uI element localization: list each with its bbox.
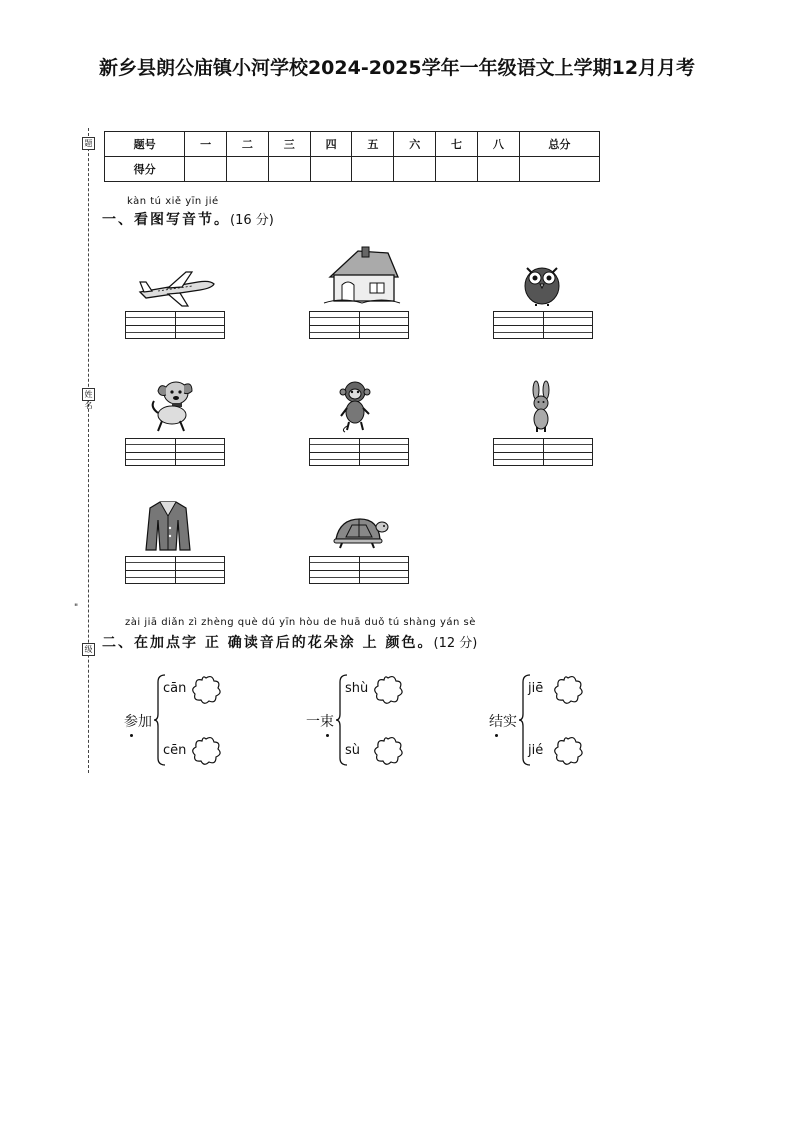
answer-box-dog[interactable] bbox=[125, 438, 225, 466]
flower-icon[interactable] bbox=[372, 735, 404, 767]
margin-mark-2: 姓名 bbox=[82, 388, 95, 401]
option-pinyin: sù bbox=[345, 743, 361, 758]
dotted-char: 束 bbox=[320, 711, 334, 731]
score-table bbox=[104, 131, 600, 182]
score-header-cell: 一 bbox=[185, 132, 227, 157]
flower-icon[interactable] bbox=[552, 735, 584, 767]
word-char: 加 bbox=[138, 714, 152, 730]
answer-box-jacket[interactable] bbox=[125, 556, 225, 584]
jacket-icon bbox=[146, 500, 190, 552]
score-header-cell: 二 bbox=[227, 132, 269, 157]
section2-points: (12 分) bbox=[433, 636, 478, 651]
word-char: 一 bbox=[306, 714, 320, 730]
score-cell[interactable] bbox=[227, 157, 269, 182]
word-yishu bbox=[306, 711, 334, 731]
section2-heading bbox=[102, 632, 477, 652]
score-cell[interactable] bbox=[477, 157, 519, 182]
section2-title: 二、在加点字 正 确读音后的花朵涂 上 颜色。 bbox=[102, 635, 434, 651]
score-header-cell: 五 bbox=[352, 132, 394, 157]
score-table-header-row bbox=[105, 132, 600, 157]
option-pinyin: cēn bbox=[163, 743, 187, 758]
answer-box-turtle[interactable] bbox=[309, 556, 409, 584]
score-cell[interactable] bbox=[352, 157, 394, 182]
option-pinyin: shù bbox=[345, 681, 369, 696]
score-header-cell: 七 bbox=[436, 132, 478, 157]
section1-heading bbox=[102, 209, 274, 229]
score-cell[interactable] bbox=[268, 157, 310, 182]
monkey-icon bbox=[337, 380, 373, 432]
rabbit-icon bbox=[527, 381, 555, 433]
score-table-score-row bbox=[105, 157, 600, 182]
answer-box-rabbit[interactable] bbox=[493, 438, 593, 466]
score-cell[interactable] bbox=[436, 157, 478, 182]
flower-icon[interactable] bbox=[190, 674, 222, 706]
margin-quote-mark: " bbox=[74, 603, 79, 613]
flower-icon[interactable] bbox=[552, 674, 584, 706]
turtle-icon bbox=[332, 515, 388, 549]
answer-box-airplane[interactable] bbox=[125, 311, 225, 339]
section1-title: 一、看图写音节。 bbox=[102, 212, 230, 228]
margin-mark-1: 题 bbox=[82, 137, 95, 150]
word-char: 实 bbox=[503, 714, 517, 730]
score-header-cell: 三 bbox=[268, 132, 310, 157]
binding-margin-line bbox=[88, 128, 89, 773]
dotted-char: 参 bbox=[124, 711, 138, 731]
score-cell[interactable] bbox=[185, 157, 227, 182]
score-header-cell: 题号 bbox=[105, 132, 185, 157]
score-header-cell: 八 bbox=[477, 132, 519, 157]
score-cell[interactable] bbox=[394, 157, 436, 182]
owl-icon bbox=[521, 262, 563, 306]
airplane-icon bbox=[138, 268, 216, 308]
page-title: 新乡县朗公庙镇小河学校2024-2025学年一年级语文上学期12月月考 bbox=[98, 57, 696, 79]
flower-icon[interactable] bbox=[372, 674, 404, 706]
margin-mark-3: 级 bbox=[82, 643, 95, 656]
option-pinyin: jiē bbox=[528, 681, 544, 696]
word-canjia bbox=[124, 711, 152, 731]
score-header-cell: 总分 bbox=[519, 132, 599, 157]
score-header-cell: 六 bbox=[394, 132, 436, 157]
section1-pinyin: kàn tú xiě yīn jié bbox=[127, 196, 219, 207]
score-cell[interactable] bbox=[310, 157, 352, 182]
flower-icon[interactable] bbox=[190, 735, 222, 767]
score-row-label: 得分 bbox=[105, 157, 185, 182]
section2-pinyin: zài jiā diǎn zì zhèng què dú yīn hòu de huā duǒ tú shàng yán sè bbox=[125, 617, 476, 628]
option-pinyin: jié bbox=[528, 743, 544, 758]
score-cell[interactable] bbox=[519, 157, 599, 182]
answer-box-owl[interactable] bbox=[493, 311, 593, 339]
dog-icon bbox=[148, 377, 196, 433]
answer-box-monkey[interactable] bbox=[309, 438, 409, 466]
score-header-cell: 四 bbox=[310, 132, 352, 157]
answer-box-house[interactable] bbox=[309, 311, 409, 339]
section1-points: (16 分) bbox=[230, 213, 274, 228]
word-jieshi bbox=[489, 711, 517, 731]
dotted-char: 结 bbox=[489, 711, 503, 731]
house-icon bbox=[322, 245, 402, 307]
option-pinyin: cān bbox=[163, 681, 187, 696]
